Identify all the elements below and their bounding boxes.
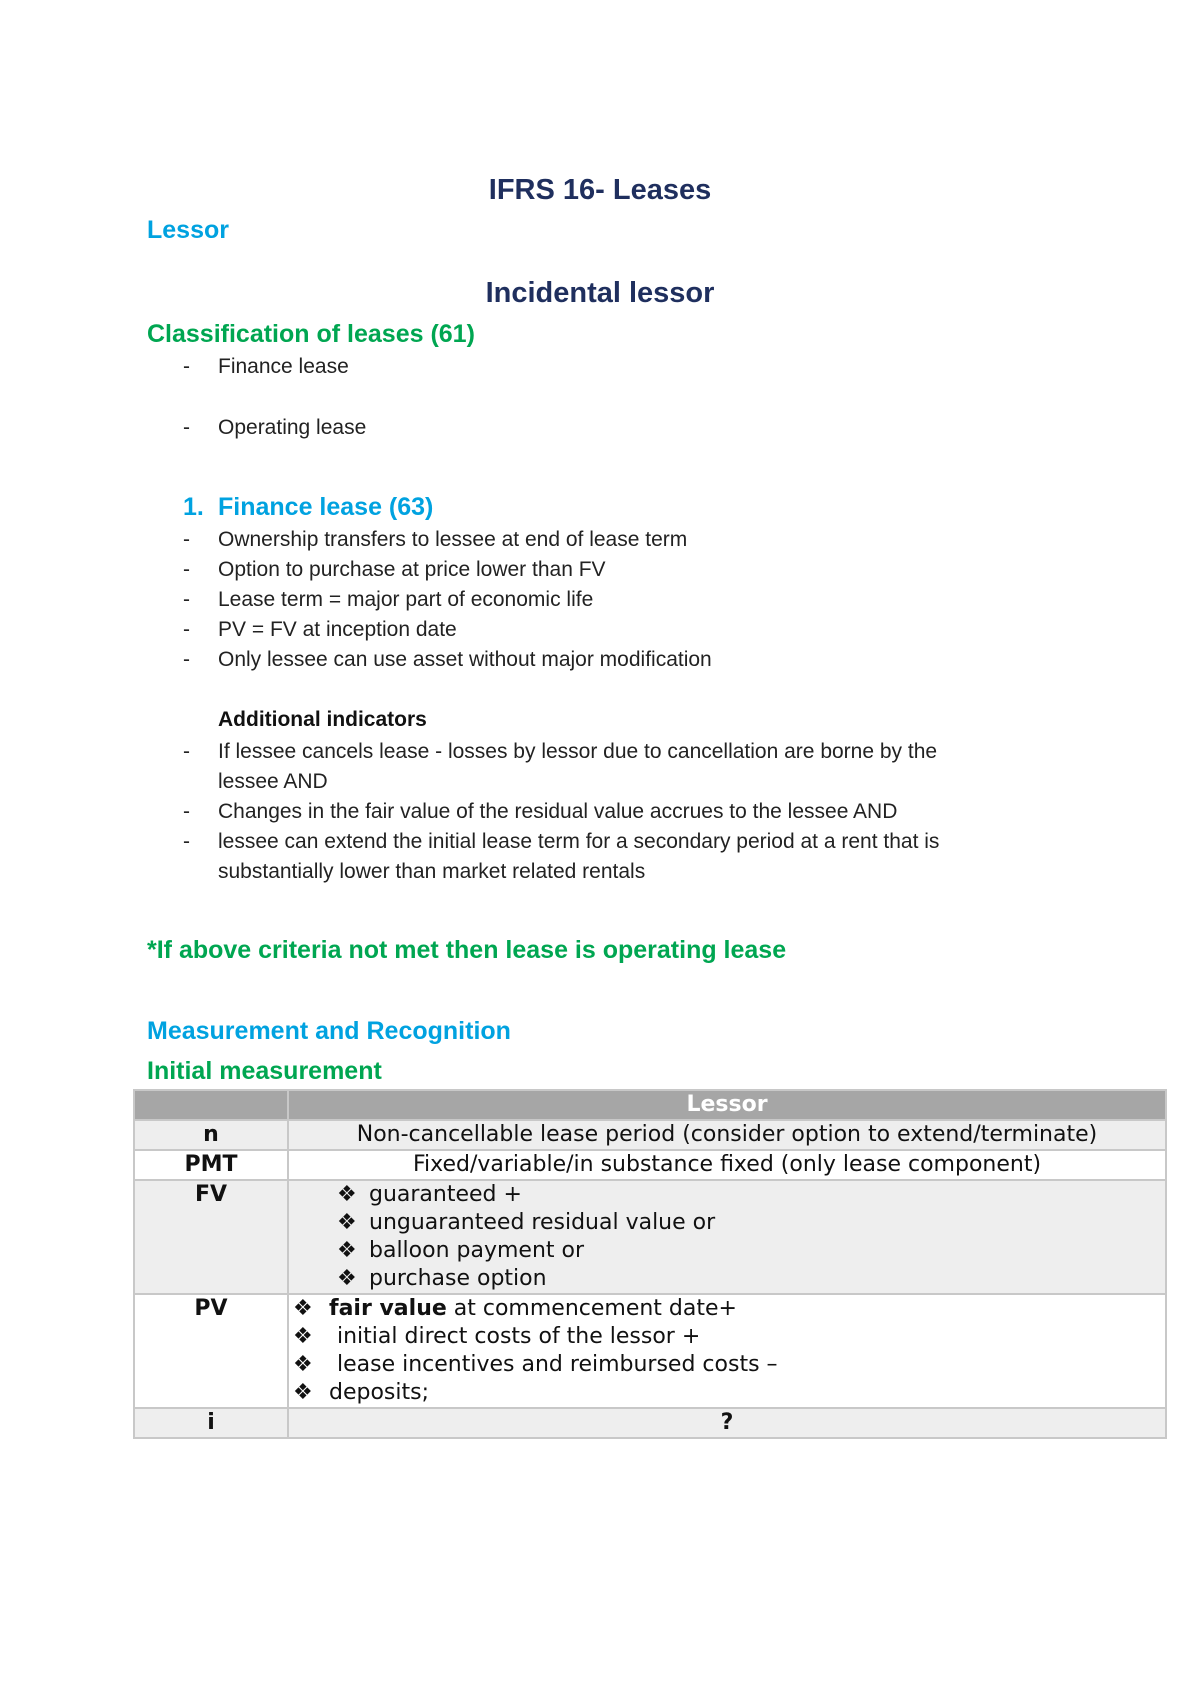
list-item-text: deposits;: [329, 1380, 429, 1405]
list-item-text: purchase option: [369, 1266, 547, 1291]
diamond-bullet-icon: ❖: [293, 1296, 313, 1321]
bullet-dash: -: [183, 740, 190, 763]
diamond-bullet-icon: ❖: [337, 1210, 357, 1235]
row-value-n: Non-cancellable lease period (consider option to extend/terminate): [288, 1120, 1166, 1150]
additional-indicators-heading: Additional indicators: [218, 708, 427, 731]
table-header-lessor: Lessor: [288, 1090, 1166, 1120]
list-item-text: If lessee cancels lease - losses by lessor due to cancellation are borne by the: [218, 740, 938, 763]
initial-measurement-table: [133, 1089, 1167, 1439]
table-row: [134, 1120, 1166, 1150]
bullet-dash: -: [183, 648, 190, 671]
list-item-text: unguaranteed residual value or: [369, 1210, 716, 1235]
bullet-dash: -: [183, 558, 190, 581]
table-row: [134, 1294, 1166, 1408]
criteria-note: *If above criteria not met then lease is operating lease: [147, 936, 787, 964]
section-lessor-heading: Lessor: [147, 216, 229, 244]
list-item-text-continued: substantially lower than market related rentals: [218, 860, 646, 883]
list-item-text: at commencement date+: [446, 1296, 737, 1321]
row-label-pmt: PMT: [134, 1150, 288, 1180]
bullet-dash: -: [183, 800, 190, 823]
list-item: [289, 1379, 1165, 1407]
list-item: [289, 1351, 1165, 1379]
list-item-text: initial direct costs of the lessor +: [337, 1324, 701, 1349]
row-value-pv: [288, 1294, 1166, 1408]
fair-value-bold: fair value: [329, 1296, 447, 1321]
list-item-text: Option to purchase at price lower than FV: [218, 558, 606, 581]
list-item-text: balloon payment or: [369, 1238, 585, 1263]
page-title: IFRS 16- Leases: [488, 174, 712, 206]
initial-measurement-heading: Initial measurement: [147, 1057, 382, 1085]
row-label-pv: PV: [134, 1294, 288, 1408]
bullet-dash: -: [183, 588, 190, 611]
list-item-text: Operating lease: [218, 416, 367, 439]
table-row: [134, 1180, 1166, 1294]
measurement-heading: Measurement and Recognition: [147, 1017, 511, 1045]
row-value-i: ?: [288, 1408, 1166, 1438]
list-item-text: guaranteed +: [369, 1182, 522, 1207]
list-item-text: Ownership transfers to lessee at end of lease term: [218, 528, 688, 551]
diamond-bullet-icon: ❖: [293, 1352, 313, 1377]
row-label-i: i: [134, 1408, 288, 1438]
list-item-text: Finance lease: [218, 355, 349, 378]
classification-heading: Classification of leases (61): [147, 320, 475, 348]
table-row: [134, 1150, 1166, 1180]
bullet-dash: -: [183, 355, 190, 378]
list-item: [289, 1265, 1165, 1293]
page-subtitle: Incidental lessor: [485, 277, 715, 309]
bullet-dash: -: [183, 416, 190, 439]
diamond-bullet-icon: ❖: [337, 1266, 357, 1291]
list-item: [289, 1209, 1165, 1237]
fv-list: [289, 1181, 1165, 1293]
row-label-fv: FV: [134, 1180, 288, 1294]
list-item: [289, 1295, 1165, 1323]
list-item: [289, 1323, 1165, 1351]
list-item-text: lessee can extend the initial lease term for a secondary period at a rent that is: [218, 830, 940, 853]
diamond-bullet-icon: ❖: [293, 1380, 313, 1405]
list-item-text: PV = FV at inception date: [218, 618, 457, 641]
table-row: [134, 1408, 1166, 1438]
row-value-fv: [288, 1180, 1166, 1294]
table-header-row: [134, 1090, 1166, 1120]
heading-text: Finance lease (63): [218, 493, 434, 521]
table-header-blank: [134, 1090, 288, 1120]
bullet-dash: -: [183, 528, 190, 551]
list-item: [289, 1237, 1165, 1265]
list-item-text: lease incentives and reimbursed costs –: [337, 1352, 778, 1377]
list-item: [289, 1181, 1165, 1209]
bullet-dash: -: [183, 830, 190, 853]
list-item-text-continued: lessee AND: [218, 770, 328, 793]
pv-list: [289, 1295, 1165, 1407]
row-value-pmt: Fixed/variable/in substance fixed (only lease component): [288, 1150, 1166, 1180]
list-item-text: Lease term = major part of economic life: [218, 588, 594, 611]
heading-number: 1.: [183, 493, 204, 521]
diamond-bullet-icon: ❖: [337, 1238, 357, 1263]
list-item-text: Only lessee can use asset without major modification: [218, 648, 712, 671]
diamond-bullet-icon: ❖: [293, 1324, 313, 1349]
diamond-bullet-icon: ❖: [337, 1182, 357, 1207]
bullet-dash: -: [183, 618, 190, 641]
list-item-text: Changes in the fair value of the residual value accrues to the lessee AND: [218, 800, 898, 823]
row-label-n: n: [134, 1120, 288, 1150]
